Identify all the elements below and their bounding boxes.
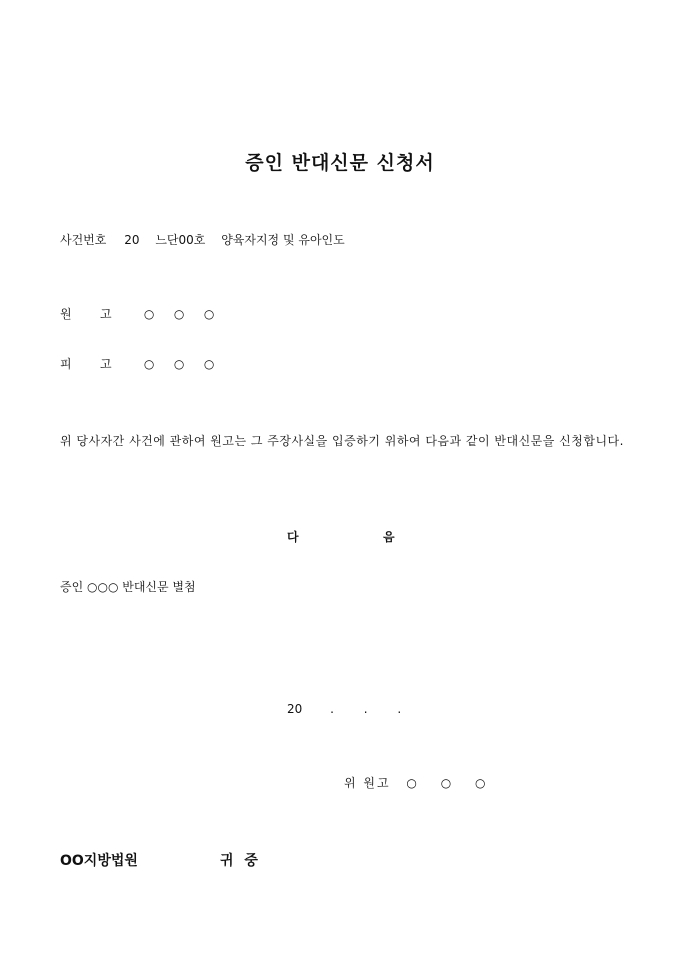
date-dot: . (397, 702, 402, 716)
court-name: OO지방법원 (60, 853, 138, 869)
case-number-label: 사건번호 (60, 233, 107, 247)
date-year: 20 (287, 702, 303, 716)
plaintiff-name-char: ○ (203, 307, 215, 321)
defendant-label (60, 355, 140, 372)
plaintiff-name (144, 307, 234, 321)
request-body-text: 위 당사자간 사건에 관하여 원고는 그 주장사실을 입증하기 위하여 다음과 같이 반대신문을 신청합니다. (60, 434, 624, 448)
plaintiff-name-char: ○ (173, 307, 185, 321)
signer-prefix: 위 원고 (344, 776, 391, 790)
date-line (287, 702, 401, 716)
signer-line (344, 774, 486, 791)
signer-name-char: ○ (406, 776, 417, 790)
defendant-name (144, 357, 234, 371)
signer-name-char: ○ (440, 776, 452, 790)
date-dot: . (363, 702, 368, 716)
plaintiff-row (60, 305, 234, 322)
section-heading-da: 다 (287, 530, 299, 544)
document-title: 증인 반대신문 신청서 (245, 152, 435, 174)
plaintiff-name-char: ○ (143, 307, 155, 321)
plaintiff-label-char-1: 원 (60, 307, 72, 321)
case-year: 20 (124, 233, 140, 247)
case-info-line (60, 231, 353, 248)
case-code: 느단00호 (155, 233, 206, 247)
case-name: 양육자지정 및 유아인도 (221, 233, 345, 247)
date-dot: . (330, 702, 334, 716)
signer-name-char: ○ (475, 776, 486, 790)
defendant-name-char: ○ (203, 357, 215, 371)
defendant-name-char: ○ (143, 357, 155, 371)
recipient-honorific: 귀 중 (220, 853, 261, 869)
attachment-note: 증인 ○○○ 반대신문 별첨 (60, 580, 196, 594)
defendant-label-char-1: 피 (60, 357, 72, 371)
plaintiff-label (60, 305, 140, 322)
defendant-label-char-2: 고 (100, 357, 112, 371)
defendant-name-char: ○ (173, 357, 185, 371)
section-heading-eum: 음 (383, 530, 395, 544)
defendant-row (60, 355, 234, 372)
plaintiff-label-char-2: 고 (100, 307, 112, 321)
